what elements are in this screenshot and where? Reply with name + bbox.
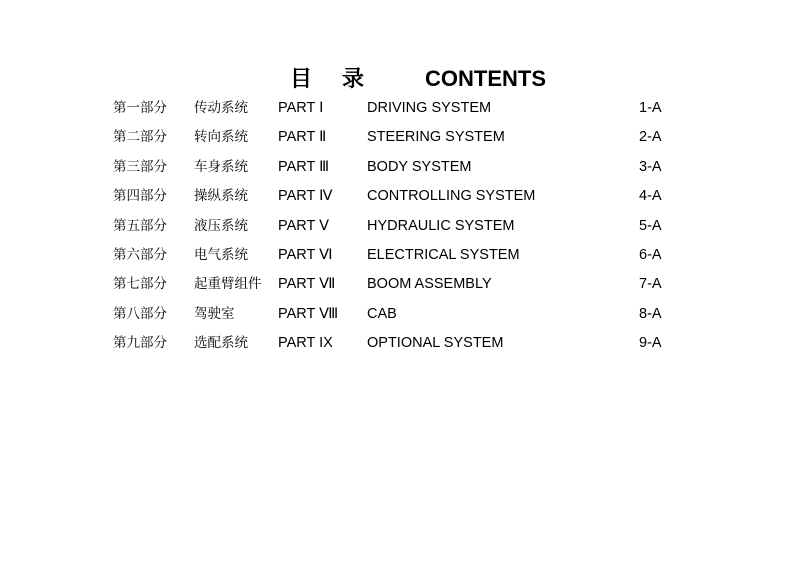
toc-row-9[interactable]: [0, 329, 793, 358]
page-reference: 5-A: [639, 217, 662, 234]
part-number-cn: 第四部分: [113, 188, 167, 205]
part-number-cn: 第三部分: [113, 158, 167, 175]
part-number-cn: 第一部分: [113, 100, 167, 116]
part-number-en: PART Ⅳ: [278, 188, 333, 205]
system-name-en: STEERING SYSTEM: [367, 129, 505, 146]
system-name-en: HYDRAULIC SYSTEM: [367, 217, 515, 234]
page-reference: 1-A: [639, 100, 662, 116]
system-name-cn: 选配系统: [194, 335, 248, 352]
system-name-en: BODY SYSTEM: [367, 158, 472, 175]
toc-row-2[interactable]: [0, 123, 793, 152]
system-name-cn: 液压系统: [194, 217, 248, 234]
part-number-en: PART Ⅲ: [278, 158, 330, 175]
system-name-cn: 电气系统: [194, 246, 248, 263]
title-chinese: 目录: [290, 66, 395, 92]
system-name-en: ELECTRICAL SYSTEM: [367, 246, 520, 263]
system-name-cn: 转向系统: [194, 129, 248, 146]
page-reference: 4-A: [639, 188, 662, 205]
system-name-en: OPTIONAL SYSTEM: [367, 335, 504, 352]
part-number-cn: 第七部分: [113, 276, 167, 293]
system-name-en: CAB: [367, 305, 397, 322]
system-name-cn: 起重臂组件: [194, 276, 262, 293]
toc-row-3[interactable]: [0, 153, 793, 182]
page-reference: 7-A: [639, 276, 662, 293]
toc-row-6[interactable]: [0, 241, 793, 270]
system-name-cn: 驾驶室: [194, 305, 235, 322]
part-number-en: PART Ⅷ: [278, 305, 339, 322]
toc-row-8[interactable]: [0, 300, 793, 329]
system-name-cn: 传动系统: [194, 100, 248, 116]
part-number-en: PART IX: [278, 335, 333, 352]
page-title: [0, 64, 793, 96]
table-of-contents: [0, 94, 793, 359]
part-number-cn: 第六部分: [113, 246, 167, 263]
part-number-cn: 第五部分: [113, 217, 167, 234]
part-number-cn: 第二部分: [113, 129, 167, 146]
toc-row-1[interactable]: [0, 94, 793, 123]
page-reference: 8-A: [639, 305, 662, 322]
part-number-en: PART Ⅰ: [278, 100, 324, 116]
toc-row-4[interactable]: [0, 182, 793, 211]
part-number-en: PART Ⅵ: [278, 246, 333, 263]
system-name-cn: 车身系统: [194, 158, 248, 175]
part-number-en: PART Ⅱ: [278, 129, 327, 146]
system-name-en: CONTROLLING SYSTEM: [367, 188, 536, 205]
system-name-en: BOOM ASSEMBLY: [367, 276, 492, 293]
page-reference: 9-A: [639, 335, 662, 352]
page-reference: 3-A: [639, 158, 662, 175]
system-name-cn: 操纵系统: [194, 188, 248, 205]
page-reference: 2-A: [639, 129, 662, 146]
title-english: CONTENTS: [425, 66, 546, 91]
toc-row-5[interactable]: [0, 212, 793, 241]
toc-row-7[interactable]: [0, 270, 793, 299]
part-number-en: PART Ⅴ: [278, 217, 330, 234]
part-number-en: PART Ⅶ: [278, 276, 336, 293]
part-number-cn: 第八部分: [113, 305, 167, 322]
page-reference: 6-A: [639, 246, 662, 263]
part-number-cn: 第九部分: [113, 335, 167, 352]
system-name-en: DRIVING SYSTEM: [367, 100, 492, 116]
